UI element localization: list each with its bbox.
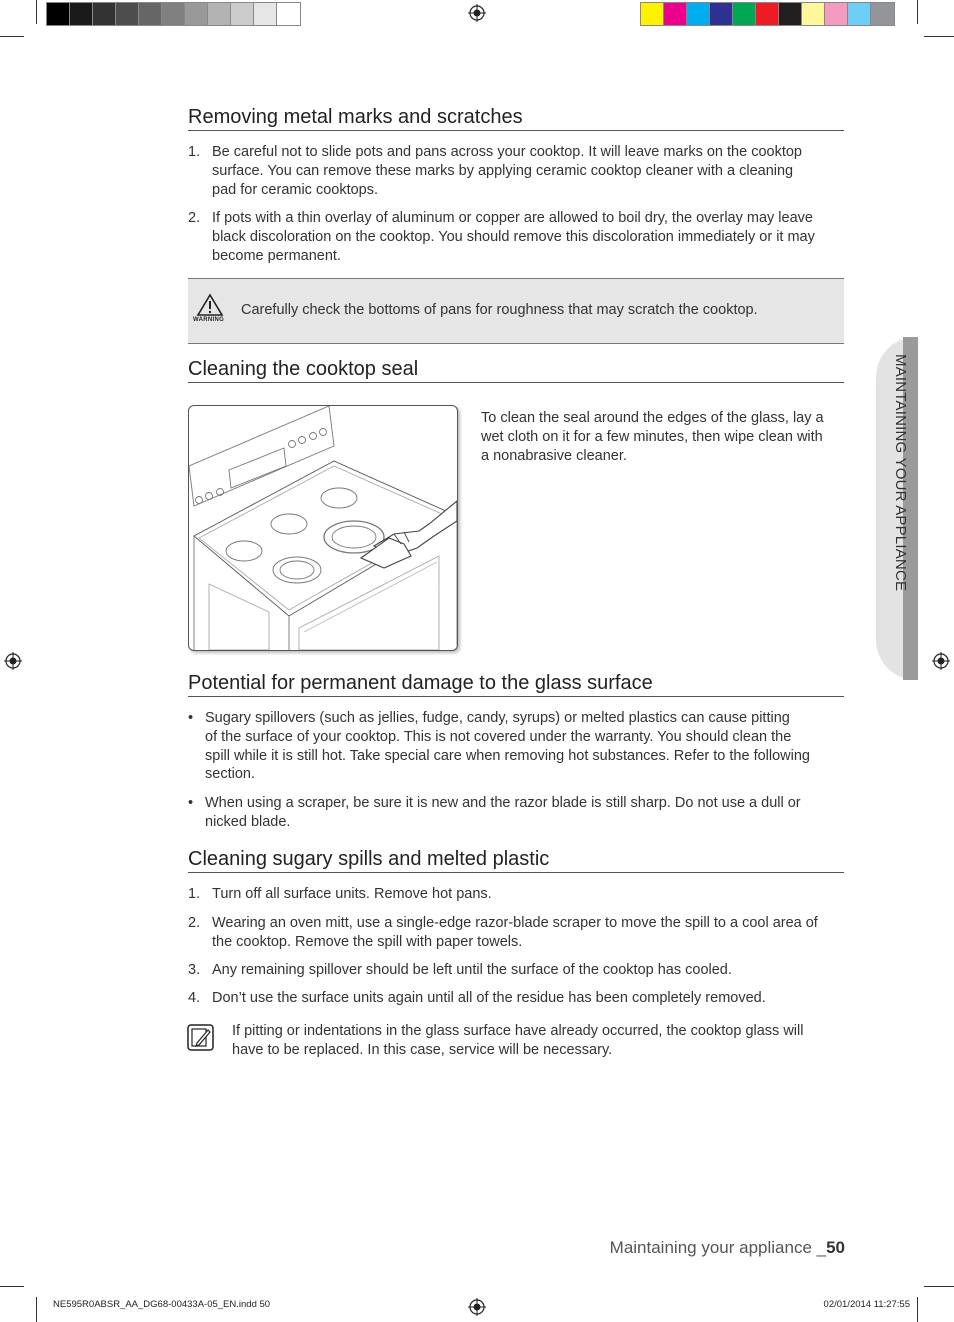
color-swatch: [185, 3, 208, 25]
text-line: nicked blade.: [205, 813, 291, 830]
list-number: 1.: [188, 886, 201, 902]
color-swatch: [116, 3, 139, 25]
note-text: [232, 1022, 852, 1060]
color-swatch: [848, 3, 871, 25]
text-line: To clean the seal around the edges of the glass, lay a: [481, 410, 824, 426]
text-line: Turn off all surface units. Remove hot pans.: [212, 886, 492, 902]
crop-mark: [924, 1286, 954, 1287]
text-line: have to be replaced. In this case, service will be necessary.: [232, 1041, 613, 1058]
color-swatch: [47, 3, 70, 25]
text-line: Wearing an oven mitt, use a single-edge razor-blade scraper to move the spill to a cool area of: [212, 915, 818, 931]
text-line: Don’t use the surface units again until all of the residue has been completely removed.: [212, 990, 766, 1006]
text-line: become permanent.: [212, 247, 341, 264]
list-item-text: [212, 914, 852, 952]
color-swatch: [139, 3, 162, 25]
cooktop-drawing: [189, 406, 457, 650]
list-number: 4.: [188, 990, 201, 1006]
color-calibration-bar: [640, 2, 895, 26]
bullet: •: [188, 795, 194, 811]
crop-mark: [924, 36, 954, 37]
registration-mark-icon: [932, 652, 950, 670]
bullet: •: [188, 710, 194, 726]
warning-triangle-icon: [196, 293, 224, 319]
color-swatch: [733, 3, 756, 25]
section-heading-damage: Potential for permanent damage to the glass surface: [188, 671, 844, 697]
text-line: a nonabrasive cleaner.: [481, 447, 627, 464]
list-item-text: [212, 143, 852, 199]
bullet-text: [205, 794, 850, 832]
color-swatch: [710, 3, 733, 25]
warning-box: [188, 278, 844, 344]
color-swatch: [231, 3, 254, 25]
seal-instructions: [481, 409, 851, 465]
chapter-tab-label: MAINTAINING YOUR APPLIANCE: [892, 354, 909, 592]
footer-section: Maintaining your appliance _: [609, 1238, 827, 1257]
bullet-text: [205, 709, 850, 784]
warning-label: WARNING: [193, 317, 225, 323]
color-swatch: [93, 3, 116, 25]
list-number: 1.: [188, 144, 201, 160]
text-line: section.: [205, 766, 255, 783]
page-number: 50: [826, 1238, 845, 1257]
cooktop-cleaning-illustration: [188, 405, 458, 651]
registration-mark-icon: [468, 1298, 486, 1316]
color-swatch: [70, 3, 93, 25]
crop-mark: [36, 1297, 37, 1322]
crop-mark: [36, 0, 37, 24]
warning-text: Carefully check the bottoms of pans for roughness that may scratch the cooktop.: [241, 302, 758, 318]
slug-date: 02/01/2014 11:27:55: [823, 1299, 910, 1310]
list-item-text: [212, 885, 852, 904]
list-number: 2.: [188, 915, 201, 931]
color-swatch: [208, 3, 231, 25]
page-footer: [560, 1238, 845, 1258]
list-item-text: [212, 961, 852, 980]
registration-mark-icon: [468, 4, 486, 22]
text-line: spill while it is still hot. Take special care when removing hot substances. Refer to the following: [205, 747, 810, 764]
grayscale-calibration-bar: [46, 2, 301, 26]
text-line: surface. You can remove these marks by applying ceramic cooktop cleaner with a cleaning: [212, 162, 794, 179]
text-line: wet cloth on it for a few minutes, then wipe clean with: [481, 428, 823, 445]
crop-mark: [917, 1297, 918, 1322]
color-swatch: [871, 3, 894, 25]
text-line: Sugary spillovers (such as jellies, fudge, candy, syrups) or melted plastics can cause pitting: [205, 710, 790, 726]
color-swatch: [664, 3, 687, 25]
color-swatch: [687, 3, 710, 25]
text-line: Any remaining spillover should be left until the surface of the cooktop has cooled.: [212, 962, 732, 978]
text-line: If pitting or indentations in the glass surface have already occurred, the cooktop glass will: [232, 1023, 804, 1039]
registration-mark-icon: [4, 652, 22, 670]
section-heading-metal-marks: Removing metal marks and scratches: [188, 105, 844, 131]
list-item-text: [212, 989, 852, 1008]
list-number: 3.: [188, 962, 201, 978]
color-swatch: [825, 3, 848, 25]
color-swatch: [779, 3, 802, 25]
color-swatch: [162, 3, 185, 25]
text-line: When using a scraper, be sure it is new and the razor blade is still sharp. Do not use a dull or: [205, 795, 801, 811]
text-line: If pots with a thin overlay of aluminum or copper are allowed to boil dry, the overlay may leave: [212, 210, 813, 226]
slug-filename: NE595R0ABSR_AA_DG68-00433A-05_EN.indd 50: [53, 1299, 271, 1310]
color-swatch: [254, 3, 277, 25]
text-line: Be careful not to slide pots and pans across your cooktop. It will leave marks on the cooktop: [212, 144, 802, 160]
color-swatch: [756, 3, 779, 25]
list-item-text: [212, 209, 852, 265]
crop-mark: [917, 0, 918, 24]
section-heading-sugary: Cleaning sugary spills and melted plastic: [188, 847, 844, 873]
text-line: of the surface of your cooktop. This is not covered under the warranty. You should clean the: [205, 728, 792, 745]
section-heading-seal: Cleaning the cooktop seal: [188, 357, 844, 383]
text-line: black discoloration on the cooktop. You should remove this discoloration immediately or it may: [212, 228, 815, 245]
color-swatch: [802, 3, 825, 25]
crop-mark: [0, 1286, 24, 1287]
text-line: the cooktop. Remove the spill with paper towels.: [212, 933, 523, 950]
note-pencil-icon: [187, 1024, 214, 1051]
color-swatch: [277, 3, 300, 25]
color-swatch: [641, 3, 664, 25]
list-number: 2.: [188, 210, 201, 226]
text-line: pad for ceramic cooktops.: [212, 181, 379, 198]
crop-mark: [0, 36, 24, 37]
